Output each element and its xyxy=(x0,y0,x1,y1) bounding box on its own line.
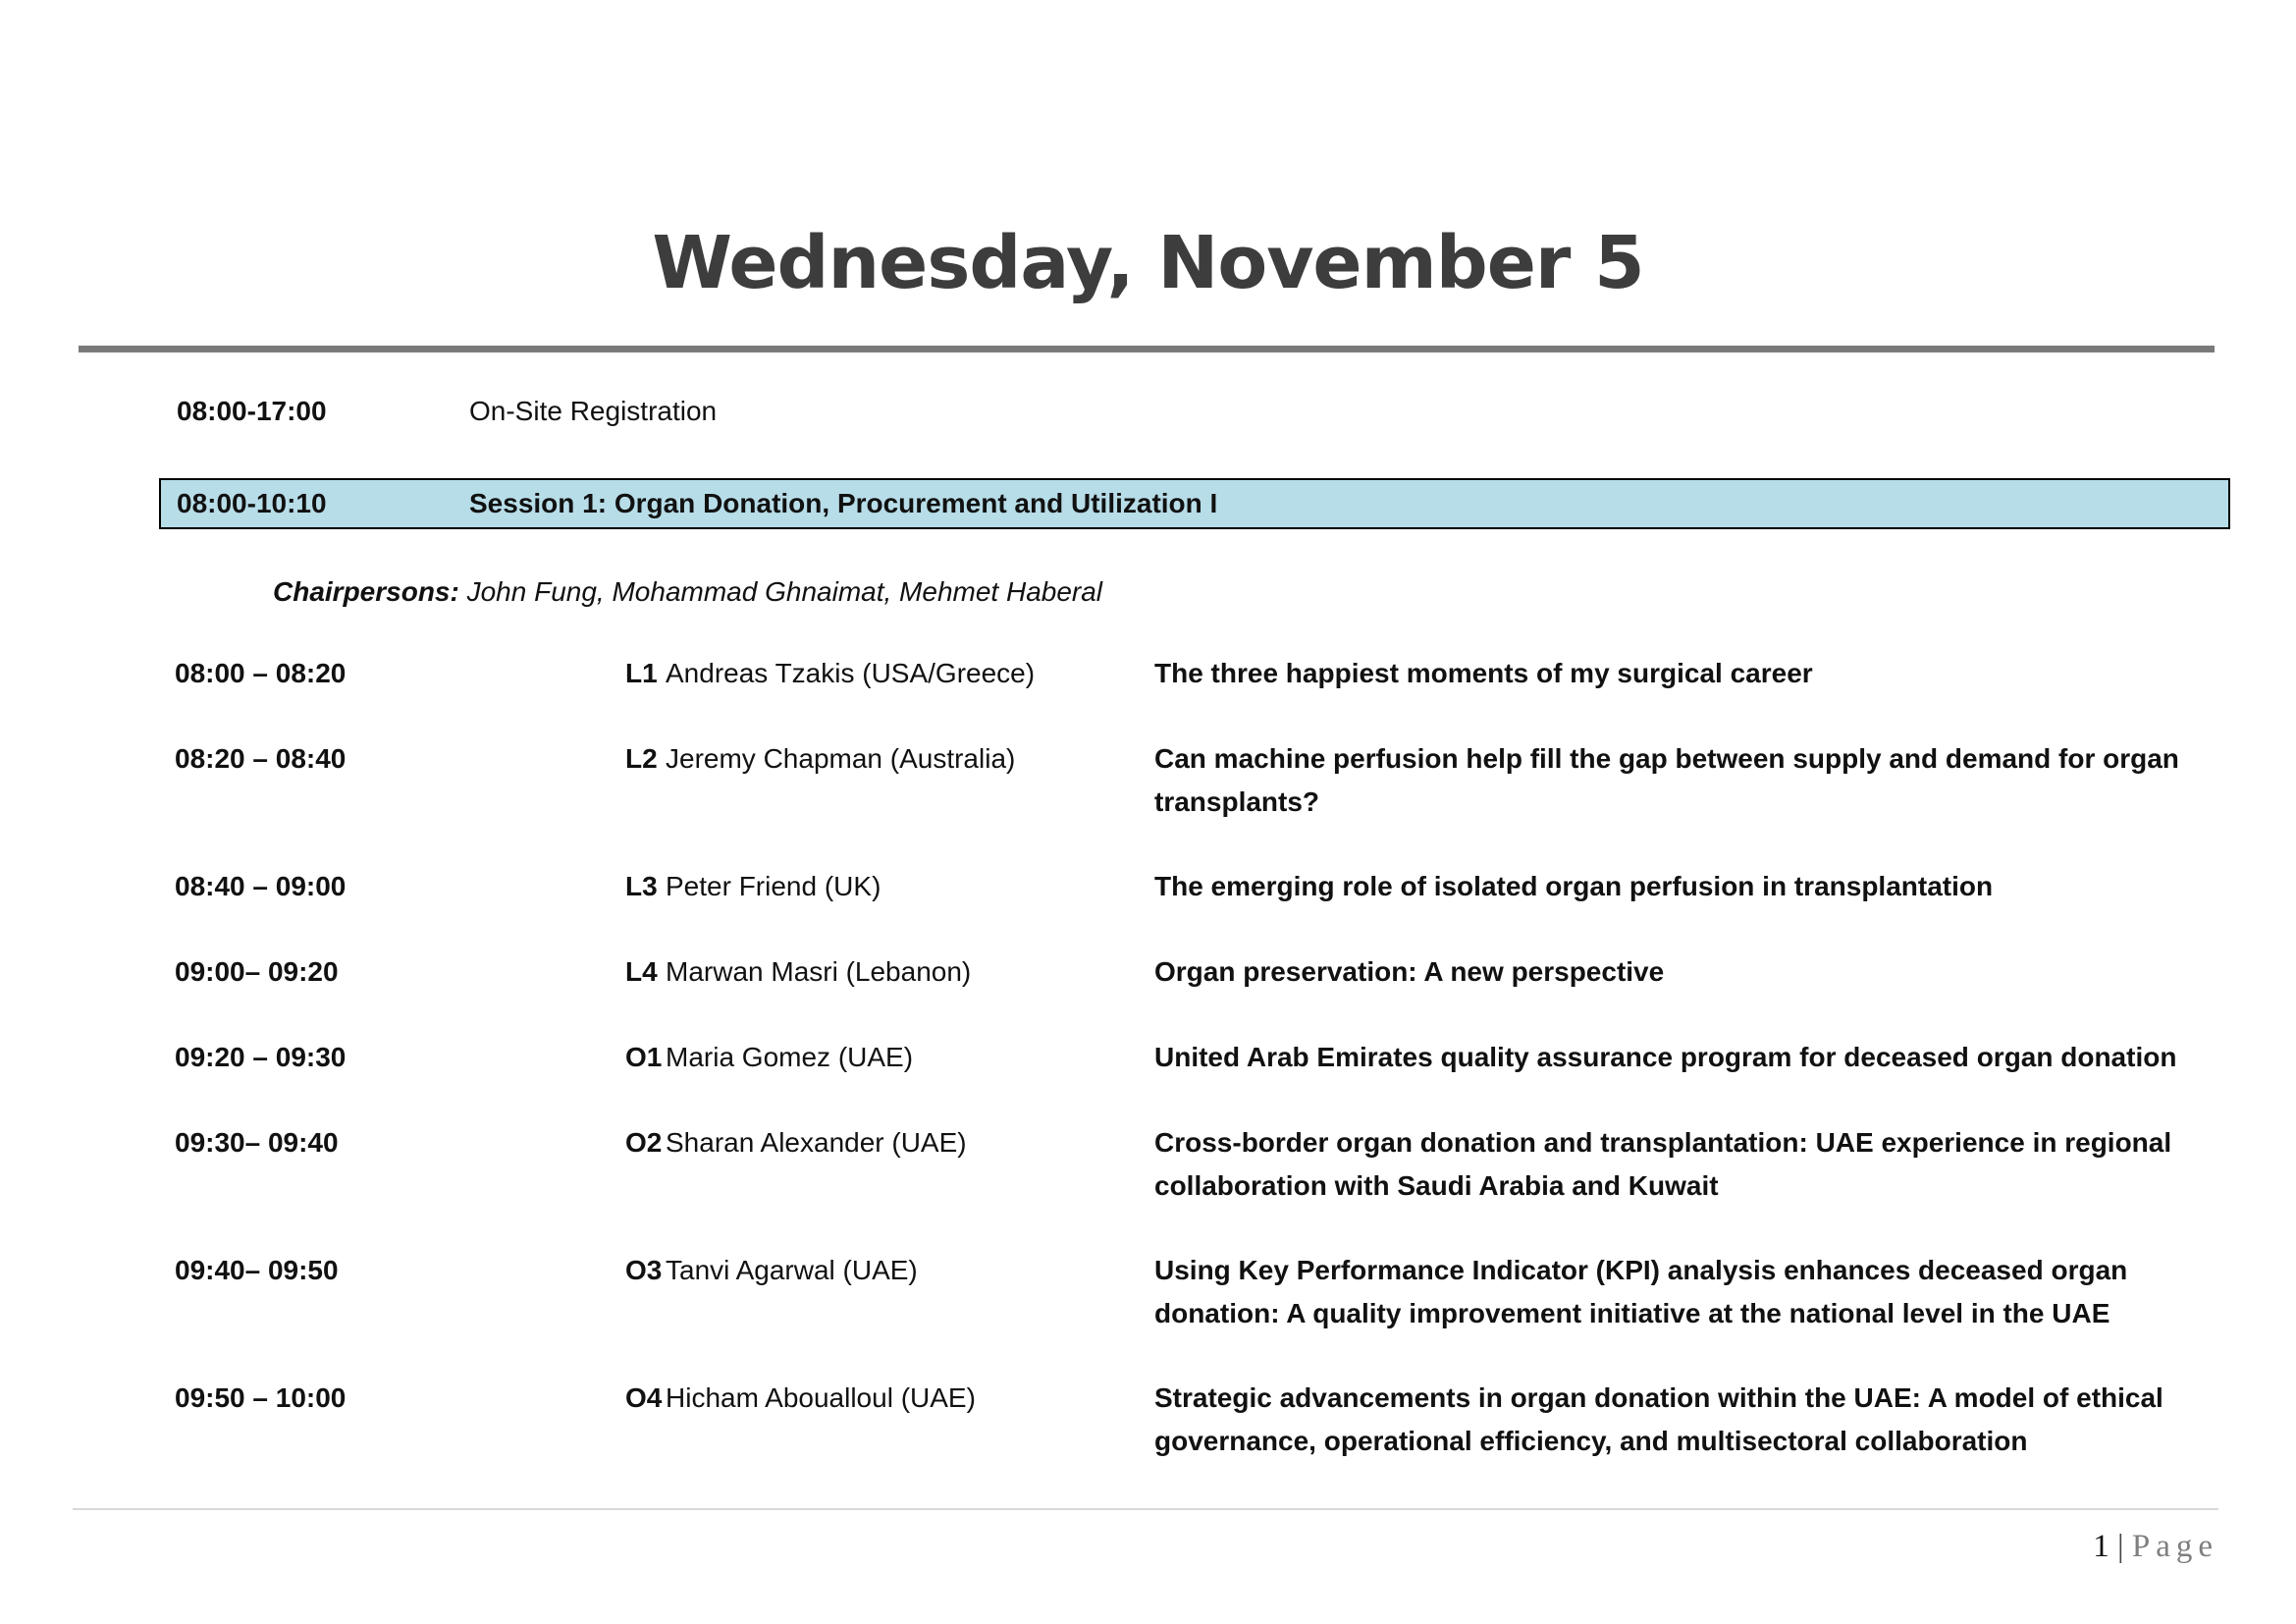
talk-title: United Arab Emirates quality assurance program for deceased organ donation xyxy=(1154,1042,2177,1072)
talk-title: The three happiest moments of my surgical career xyxy=(1154,658,1813,688)
talk-speaker: Tanvi Agarwal (UAE) xyxy=(666,1255,918,1285)
page-title: Wednesday, November 5 xyxy=(652,221,1644,305)
talk-code: L4 xyxy=(625,956,658,987)
talk-speaker: Marwan Masri (Lebanon) xyxy=(666,956,972,987)
talk-speaker: Andreas Tzakis (USA/Greece) xyxy=(666,658,1036,688)
page-separator: | xyxy=(2116,1529,2124,1564)
talk-title: Using Key Performance Indicator (KPI) analysis enhances deceased organ donation: A quality improvement initiative at the national level in the UAE xyxy=(1154,1255,2128,1328)
talk-code: O3 xyxy=(625,1255,663,1285)
talk-speaker: Sharan Alexander (UAE) xyxy=(666,1127,967,1158)
session-time: 08:00-10:10 xyxy=(177,488,327,518)
chairpersons xyxy=(273,570,1102,614)
talk-time: 09:00– 09:20 xyxy=(175,956,339,987)
talk-code: O4 xyxy=(625,1382,663,1413)
talk-title: Organ preservation: A new perspective xyxy=(1154,956,1665,987)
talk-time: 08:00 – 08:20 xyxy=(175,658,347,688)
talk-time: 09:30– 09:40 xyxy=(175,1127,339,1158)
talk-time: 09:50 – 10:00 xyxy=(175,1382,347,1413)
talk-time: 09:20 – 09:30 xyxy=(175,1042,347,1072)
registration-label: On-Site Registration xyxy=(469,396,718,426)
page-footer xyxy=(2061,1525,2218,1568)
talk-speaker: Hicham Aboualloul (UAE) xyxy=(666,1382,976,1413)
talk-speaker: Jeremy Chapman (Australia) xyxy=(666,743,1016,774)
chairpersons-label: Chairpersons: xyxy=(273,576,459,607)
talk-title: The emerging role of isolated organ perfusion in transplantation xyxy=(1154,871,1994,901)
session-header xyxy=(159,478,2230,529)
title-divider xyxy=(79,346,2215,352)
talk-speaker: Maria Gomez (UAE) xyxy=(666,1042,914,1072)
talk-speaker: Peter Friend (UK) xyxy=(666,871,881,901)
page-word: Page xyxy=(2131,1529,2218,1564)
chairpersons-names: John Fung, Mohammad Ghnaimat, Mehmet Haberal xyxy=(466,576,1103,607)
talk-time: 09:40– 09:50 xyxy=(175,1255,339,1285)
talk-code: L1 xyxy=(625,658,658,688)
talk-title: Cross-border organ donation and transplantation: UAE experience in regional collaboration with Saudi Arabia and Kuwait xyxy=(1154,1127,2172,1201)
talk-code: O1 xyxy=(625,1042,663,1072)
registration-time: 08:00-17:00 xyxy=(177,396,327,426)
talk-code: L3 xyxy=(625,871,658,901)
footer-divider xyxy=(73,1508,2218,1510)
talk-title: Can machine perfusion help fill the gap between supply and demand for organ transplants? xyxy=(1154,743,2179,817)
talk-title: Strategic advancements in organ donation within the UAE: A model of ethical governance, operational efficiency, and multisectoral collaboration xyxy=(1154,1382,2163,1456)
session-title: Session 1: Organ Donation, Procurement and Utilization I xyxy=(469,488,1218,518)
talk-code: O2 xyxy=(625,1127,663,1158)
talk-time: 08:20 – 08:40 xyxy=(175,743,347,774)
talk-time: 08:40 – 09:00 xyxy=(175,871,347,901)
talk-code: L2 xyxy=(625,743,658,774)
page-number: 1 xyxy=(2093,1529,2109,1564)
